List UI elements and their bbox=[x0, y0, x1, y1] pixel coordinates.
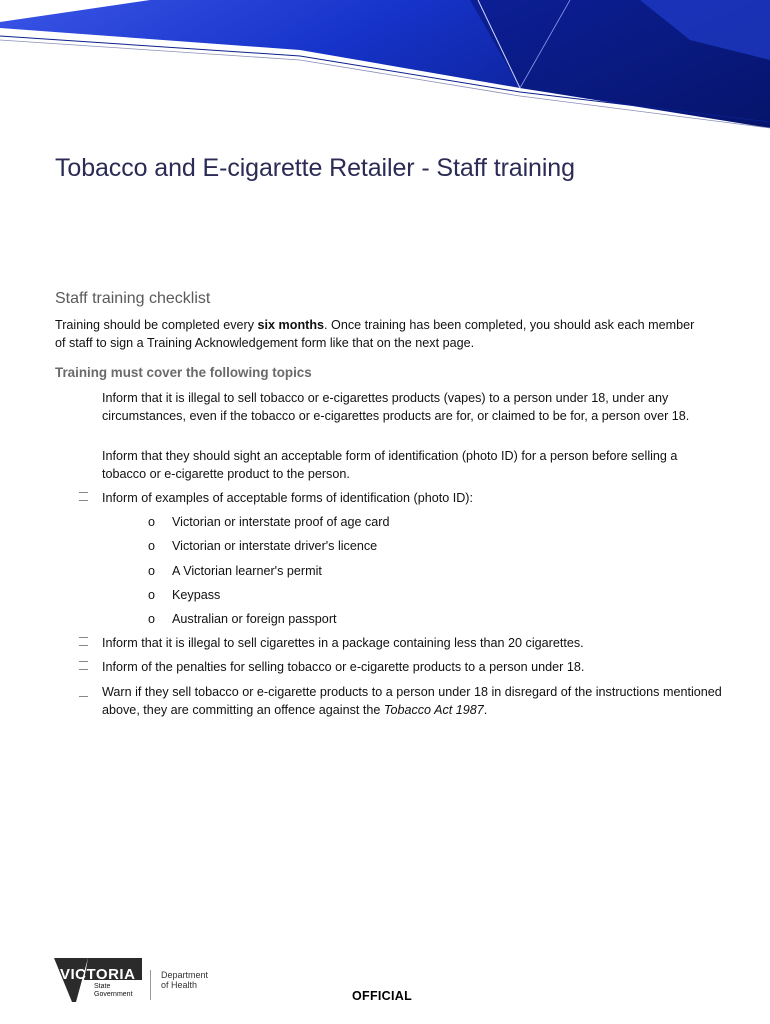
intro-text-1: Training should be completed every bbox=[55, 318, 258, 332]
header-banner bbox=[0, 0, 770, 140]
checklist-item bbox=[102, 683, 722, 719]
checklist-item-text: Inform that they should sight an acceptable form of identification (photo ID) for a person before selling a tobacco or e-cigarette product to the person. bbox=[102, 449, 678, 481]
logo-subtext: State Government bbox=[94, 983, 133, 998]
sub-bullet: o bbox=[148, 564, 156, 578]
checklist-item-text: Inform of the penalties for selling tobacco or e-cigarette products to a person under 18. bbox=[102, 660, 585, 674]
id-example-item bbox=[148, 513, 389, 531]
classification-label: OFFICIAL bbox=[352, 989, 413, 1003]
checkbox[interactable] bbox=[79, 688, 88, 697]
checklist-item-text: Warn if they sell tobacco or e-cigarette products to a person under 18 in disregard of the instructions mentioned above, they are committing an offence against the bbox=[102, 685, 722, 717]
checklist-item bbox=[102, 447, 722, 483]
logo-divider bbox=[150, 970, 151, 1000]
id-example-item bbox=[148, 537, 377, 555]
checklist-subtitle: Staff training checklist bbox=[55, 290, 211, 307]
act-name: Tobacco Act 1987 bbox=[383, 703, 484, 717]
sub-bullet: o bbox=[148, 612, 156, 626]
checklist-item bbox=[102, 389, 722, 425]
victoria-government-logo bbox=[54, 956, 224, 1004]
id-example-text: Australian or foreign passport bbox=[172, 612, 337, 626]
id-example-item bbox=[148, 562, 322, 580]
id-example-item bbox=[148, 610, 337, 628]
intro-paragraph bbox=[55, 316, 705, 352]
logo-wordmark: VICTORIA bbox=[60, 966, 136, 983]
checklist-item-text: Inform of examples of acceptable forms of identification (photo ID): bbox=[102, 491, 473, 505]
document-title: Tobacco and E-cigarette Retailer - Staff training bbox=[55, 154, 575, 182]
checklist-item bbox=[102, 658, 722, 676]
checklist-item bbox=[102, 489, 722, 507]
sub-bullet: o bbox=[148, 588, 156, 602]
checklist-item bbox=[102, 634, 722, 652]
topics-heading: Training must cover the following topics bbox=[55, 365, 312, 380]
intro-text-2: . Once training has been completed, you should ask each member of staff to sign a Training Acknowledgement form like that on the next page. bbox=[55, 318, 695, 350]
checklist-item-text: Inform that it is illegal to sell cigarettes in a package containing less than 20 cigarettes. bbox=[102, 636, 584, 650]
checkbox[interactable] bbox=[79, 492, 88, 501]
id-example-text: Keypass bbox=[172, 588, 221, 602]
id-example-item bbox=[148, 586, 220, 604]
checkbox[interactable] bbox=[79, 661, 88, 670]
sub-bullet: o bbox=[148, 539, 156, 553]
id-example-text: A Victorian learner's permit bbox=[172, 564, 322, 578]
checklist-item-text: Inform that it is illegal to sell tobacco or e-cigarettes products (vapes) to a person under 18, under any circumstances, even if the tobacco or e-cigarettes products are for, or claimed to be for, a person over 18. bbox=[102, 391, 690, 423]
sub-bullet: o bbox=[148, 515, 156, 529]
id-example-text: Victorian or interstate proof of age card bbox=[172, 515, 390, 529]
checkbox[interactable] bbox=[79, 637, 88, 646]
checklist-item-text-end: . bbox=[483, 703, 488, 717]
department-name: Department of Health bbox=[161, 970, 209, 990]
id-example-text: Victorian or interstate driver's licence bbox=[172, 539, 378, 553]
intro-bold: six months bbox=[257, 318, 325, 332]
